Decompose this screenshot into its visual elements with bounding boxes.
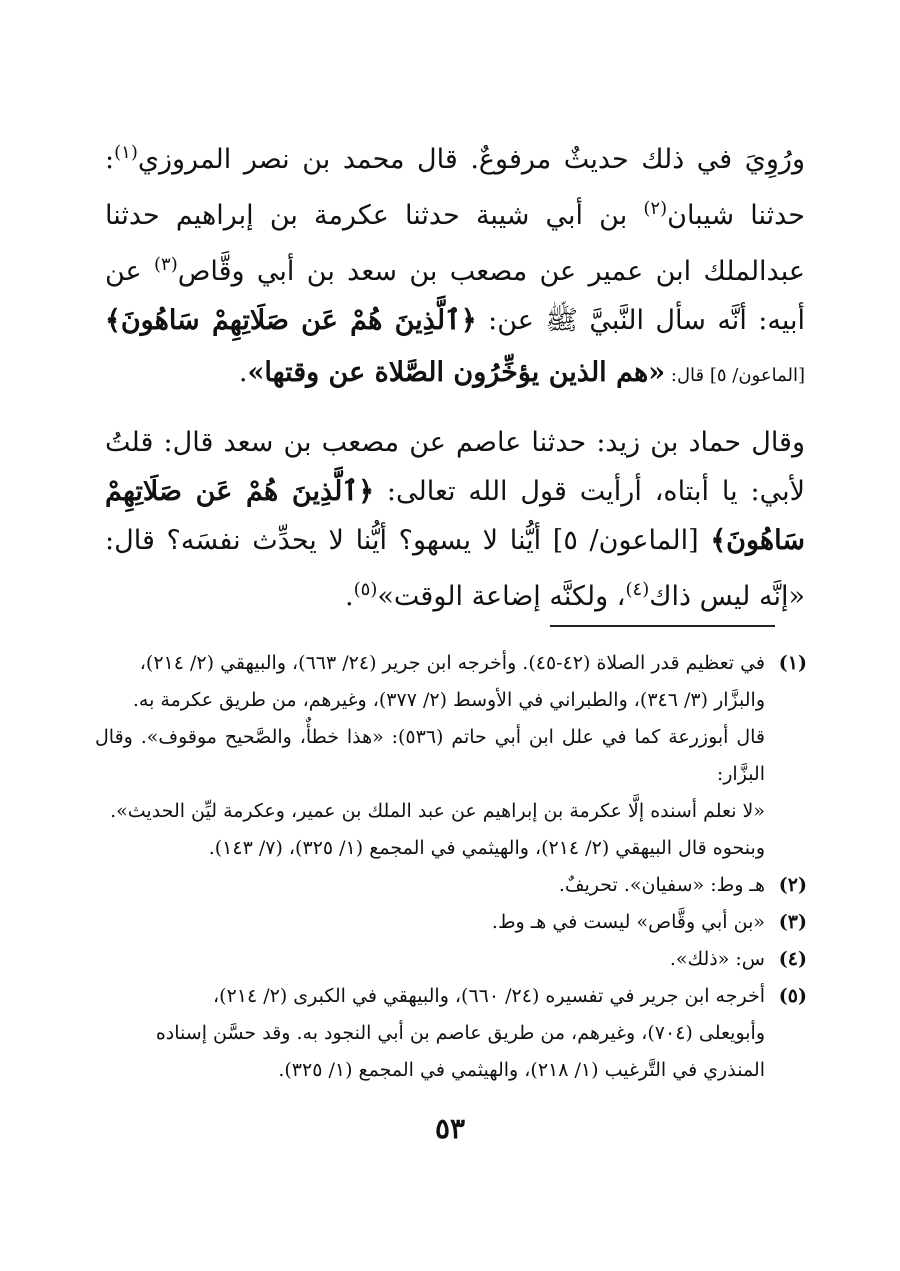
footnote-number: (١) [778,652,807,674]
footnote-4 [95,941,807,978]
quran-verse: ﴿ٱلَّذِينَ هُمْ عَن صَلَاتِهِمْ سَاهُونَ﴾ [105,305,477,336]
verse-reference: [الماعون/ ٥] قال: [665,365,805,386]
footnote-2 [95,867,807,904]
main-text [105,128,805,621]
footnote-number: (٢) [778,874,807,896]
text-run: . [238,357,248,388]
footnote-line: س: «ذلك». [669,948,765,970]
footnotes [95,645,807,1089]
footnote-5 [95,978,807,1089]
footnote-line: في تعظيم قدر الصلاة (٤٢-٤٥). وأخرجه ابن جرير (٢٤/ ٦٦٣)، والبيهقي (٢/ ٢١٤)، [139,652,765,674]
footnote-ref-5[interactable]: (٥) [353,579,378,600]
footnote-body [95,941,765,978]
footnote-line: المنذري في التَّرغيب (١/ ٢١٨)، والهيثمي في المجمع (١/ ٣٢٥). [278,1059,765,1081]
footnote-ref-1[interactable]: (١) [114,142,138,163]
text-run: . [345,581,354,612]
footnote-number: (٣) [778,911,807,933]
quran-verse: ﴿ٱلَّذِينَ هُمْ عَن صَلَاتِهِمْ سَاهُونَ﴾ [105,476,805,556]
text-run: ، ولكنَّه إضاعة الوقت» [377,581,626,612]
text-run: [الماعون/ ٥] أيُّنا لا يسهو؟ أيُّنا لا يحدِّث نفسَه؟ قال: «إنَّه ليس ذاك [105,525,805,612]
text-run: ورُوِيَ في ذلك حديثٌ مرفوعٌ. قال محمد بن نصر المروزي [137,144,805,175]
footnote-ref-2[interactable]: (٢) [643,198,668,219]
footnote-number: (٥) [778,985,807,1007]
footnote-body [95,978,765,1089]
footnote-line: وأبويعلى (٧٠٤)، وغيرهم، من طريق عاصم بن أبي النجود به. وقد حسَّن إسناده [155,1022,765,1044]
footnote-body [95,904,765,941]
footnote-line: هـ وط: «سفيان». تحريفٌ. [558,874,765,896]
footnote-line: «لا نعلم أسنده إلَّا عكرمة بن إبراهيم عن عبد الملك بن عمير، وعكرمة ليِّن الحديث». [110,800,765,822]
footnote-divider [550,625,775,627]
text-run: وقال حماد بن زيد: حدثنا عاصم عن مصعب بن سعد قال: قلتُ لأبي: يا أبتاه، أرأيت قول الله تعالى: [105,427,805,507]
footnote-body [95,645,765,867]
footnote-line: وبنحوه قال البيهقي (٢/ ٢١٤)، والهيثمي في المجمع (١/ ٣٢٥)، (٧/ ١٤٣). [208,837,765,859]
page-number: ٥٣ [434,1112,466,1145]
footnote-number: (٤) [778,948,807,970]
text-run: عن أبيه: أنَّه سأل النَّبيَّ ﷺ عن: [105,256,805,336]
footnote-line: قال أبوزرعة كما في علل ابن أبي حاتم (٥٣٦): «هذا خطأٌ، والصَّحيح موقوف». وقال البزَّار: [95,726,765,785]
footnote-body [95,867,765,904]
footnote-line: والبزَّار (٣/ ٣٤٦)، والطبراني في الأوسط (٢/ ٣٧٧)، وغيرهم، من طريق عكرمة به. [132,689,765,711]
footnote-line: أخرجه ابن جرير في تفسيره (٢٤/ ٦٦٠)، والبيهقي في الكبرى (٢/ ٢١٤)، [213,985,765,1007]
paragraph-2 [105,418,805,621]
text-run: : حدثنا شيبان [105,144,805,231]
footnote-line: «بن أبي وقَّاص» ليست في هـ وط. [491,911,765,933]
footnote-ref-4[interactable]: (٤) [625,579,650,600]
footnote-1 [95,645,807,867]
paragraph-1 [105,128,805,400]
footnote-3 [95,904,807,941]
hadith-text: «هم الذين يؤخِّرُون الصَّلاة عن وقتها» [247,357,666,388]
text-run: بن أبي شيبة حدثنا عكرمة بن إبراهيم حدثنا عبدالملك ابن عمير عن مصعب بن سعد بن أبي وقَّاص [105,200,805,287]
footnote-ref-3[interactable]: (٣) [154,254,178,275]
